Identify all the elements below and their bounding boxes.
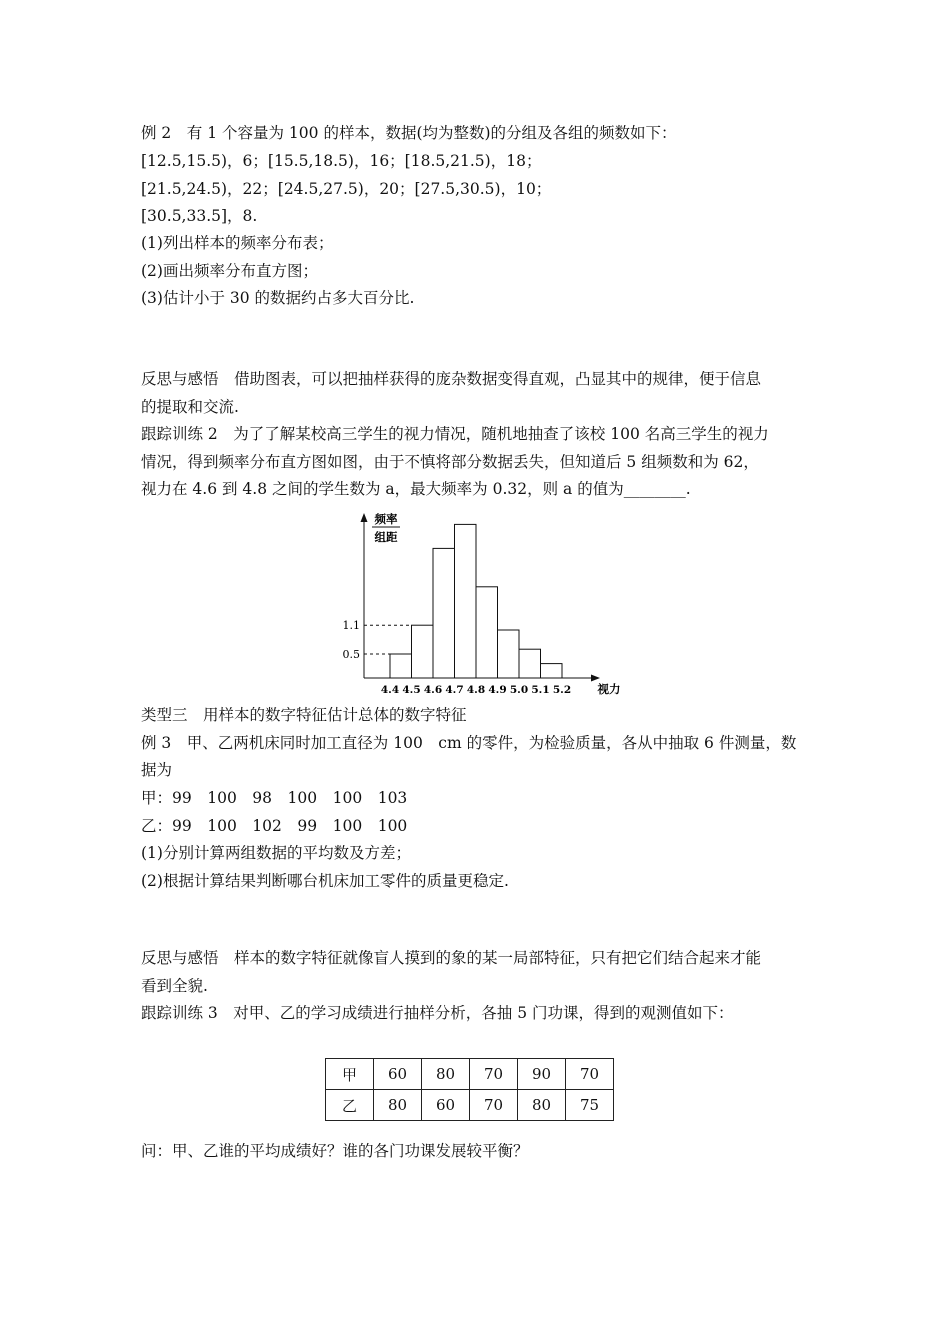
example3-yi-data: 乙：99 100 102 99 100 100 xyxy=(141,817,408,835)
x-tick-label: 4.8 xyxy=(466,684,486,696)
y-axis-label-numerator: 频率 xyxy=(374,512,398,526)
table-cell: 70 xyxy=(470,1090,518,1121)
table-cell: 90 xyxy=(518,1059,566,1090)
example3-question2: (2)根据计算结果判断哪台机床加工零件的质量更稳定. xyxy=(141,872,509,890)
table-cell: 80 xyxy=(518,1090,566,1121)
x-tick-label: 5.2 xyxy=(552,684,572,696)
reflection2-line1: 反思与感悟 样本的数字特征就像盲人摸到的象的某一局部特征，只有把它们结合起来才能 xyxy=(141,949,762,967)
example3-jia-data: 甲：99 100 98 100 100 103 xyxy=(141,789,408,807)
histogram-bar-6 xyxy=(498,630,520,678)
row-label: 乙 xyxy=(326,1090,374,1121)
example2-question2: (2)画出频率分布直方图； xyxy=(141,262,318,280)
y-tick-label: 1.1 xyxy=(342,619,360,633)
table-cell: 80 xyxy=(374,1090,422,1121)
example2-data-line3: [30.5,33.5]，8. xyxy=(141,207,258,225)
training2-line3: 视力在 4.6 到 4.8 之间的学生数为 a，最大频率为 0.32，则 a 的值为________. xyxy=(141,480,691,498)
example2-question1: (1)列出样本的频率分布表； xyxy=(141,234,334,252)
table-cell: 70 xyxy=(566,1059,614,1090)
x-tick-label: 5.1 xyxy=(531,684,550,696)
example2-data-line1: [12.5,15.5)，6；[15.5,18.5)，16；[18.5,21.5)，18； xyxy=(141,152,542,170)
frequency-histogram xyxy=(330,505,620,700)
training3-line1: 跟踪训练 3 对甲、乙的学习成绩进行抽样分析，各抽 5 门功课，得到的观测值如下： xyxy=(141,1004,734,1022)
x-axis-label: 视力 xyxy=(597,682,620,696)
x-tick-label: 4.9 xyxy=(488,684,507,696)
example2-title: 例 2 有 1 个容量为 100 的样本，数据(均为整数)的分组及各组的频数如下： xyxy=(141,124,677,142)
x-tick-label: 4.7 xyxy=(445,684,464,696)
training2-line2: 情况，得到频率分布直方图如图，由于不慎将部分数据丢失，但知道后 5 组频数和为 62， xyxy=(141,453,759,471)
score-table xyxy=(325,1058,614,1121)
y-axis-arrow xyxy=(361,513,368,522)
type3-heading: 类型三 用样本的数字特征估计总体的数字特征 xyxy=(141,706,467,724)
table-cell: 75 xyxy=(566,1090,614,1121)
histogram-bar-1 xyxy=(390,654,412,678)
row-label: 甲 xyxy=(326,1059,374,1090)
histogram-bar-7 xyxy=(519,649,541,678)
x-tick-label: 4.4 xyxy=(380,684,400,696)
histogram-bar-5 xyxy=(476,587,498,678)
x-tick-label: 4.6 xyxy=(423,684,443,696)
x-tick-label: 5.0 xyxy=(509,684,529,696)
y-axis-label-denominator: 组距 xyxy=(374,530,398,544)
table-cell: 70 xyxy=(470,1059,518,1090)
histogram-bar-3 xyxy=(433,548,455,678)
table-row xyxy=(326,1059,614,1090)
table-cell: 60 xyxy=(422,1090,470,1121)
table-row xyxy=(326,1090,614,1121)
example2-question3: (3)估计小于 30 的数据约占多大百分比. xyxy=(141,289,415,307)
example3-line1: 例 3 甲、乙两机床同时加工直径为 100 cm 的零件，为检验质量，各从中抽取 6 件测量，数 xyxy=(141,734,797,752)
training2-line1: 跟踪训练 2 为了了解某校高三学生的视力情况，随机地抽查了该校 100 名高三学生的视力 xyxy=(141,425,769,443)
reflection2-line2: 看到全貌. xyxy=(141,977,208,995)
table-cell: 80 xyxy=(422,1059,470,1090)
x-tick-label: 4.5 xyxy=(402,684,421,696)
histogram-bar-2 xyxy=(412,625,434,678)
histogram-bar-8 xyxy=(541,664,563,678)
histogram-bar-4 xyxy=(455,524,477,678)
y-tick-label: 0.5 xyxy=(342,648,360,661)
example3-question1: (1)分别计算两组数据的平均数及方差； xyxy=(141,844,411,862)
reflection1-line2: 的提取和交流. xyxy=(141,398,239,416)
example2-data-line2: [21.5,24.5)，22；[24.5,27.5)，20；[27.5,30.5)，10； xyxy=(141,180,552,198)
final-question: 问：甲、乙谁的平均成绩好？谁的各门功课发展较平衡？ xyxy=(141,1142,529,1160)
example3-line2: 据为 xyxy=(141,761,173,779)
table-cell: 60 xyxy=(374,1059,422,1090)
reflection1-line1: 反思与感悟 借助图表，可以把抽样获得的庞杂数据变得直观，凸显其中的规律，便于信息 xyxy=(141,370,762,388)
x-axis-arrow xyxy=(591,675,600,682)
